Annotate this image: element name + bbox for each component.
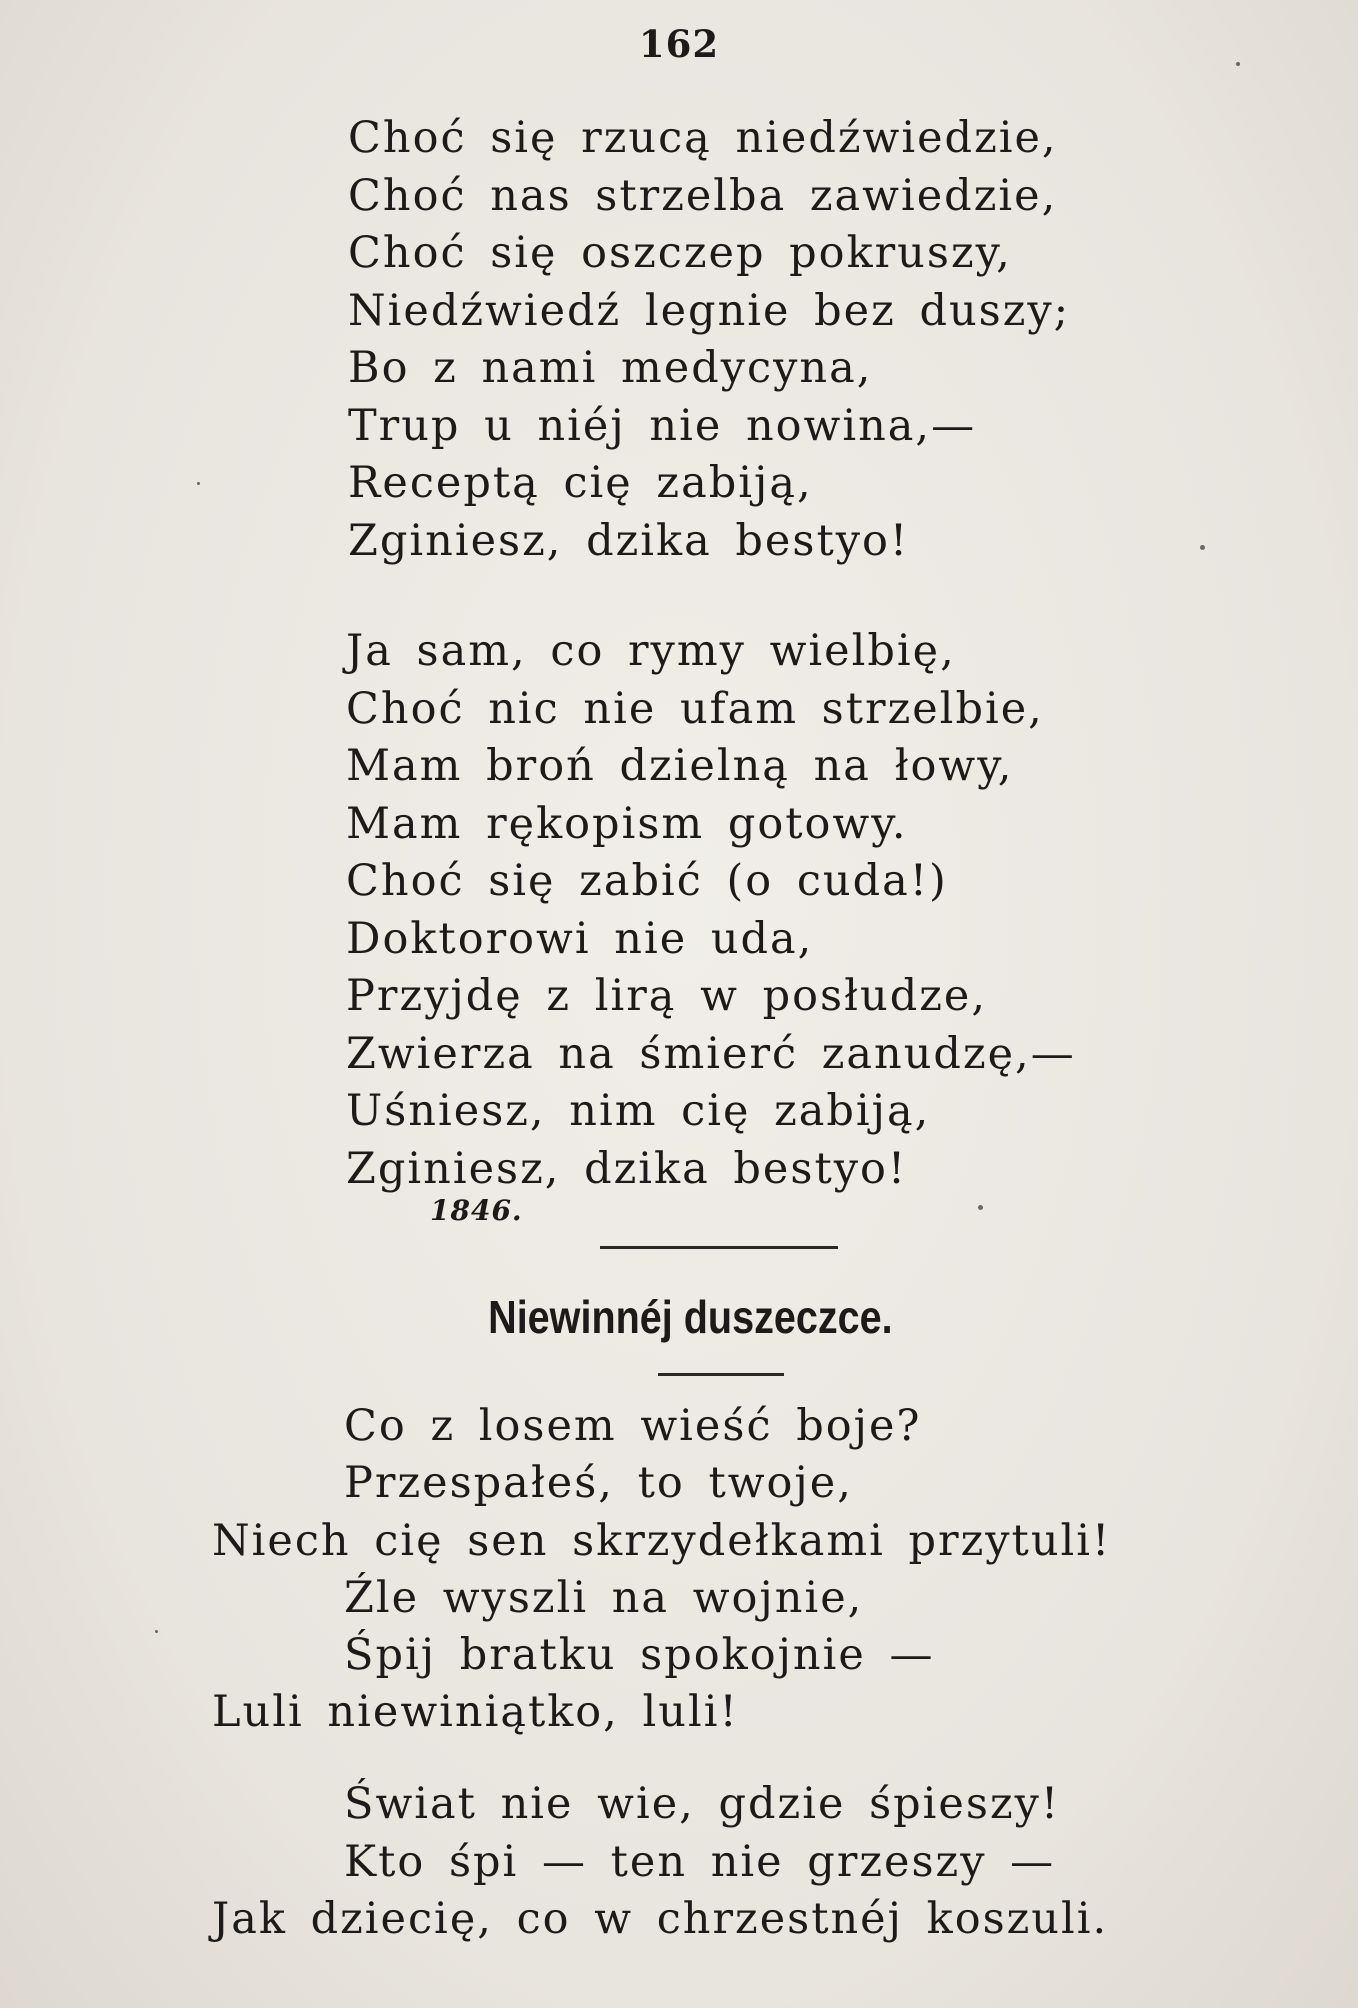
verse-line: Przyjdę z lirą w posłudze, <box>346 971 987 1021</box>
verse-line: Trup u niéj nie nowina,— <box>348 400 977 451</box>
verse-line: Przespałeś, to twoje, <box>344 1458 853 1509</box>
poem-date: 1846. <box>430 1194 523 1227</box>
verse-line: Zginiesz, dzika bestyo! <box>346 1143 908 1194</box>
verse-line: Choć się rzucą niedźwiedzie, <box>348 113 1058 163</box>
paper-speck <box>155 1630 158 1633</box>
verse-line: Kto śpi — ten nie grzeszy — <box>344 1836 1056 1887</box>
verse-line: Doktorowi nie uda, <box>346 913 814 964</box>
verse-line: Niedźwiedź legnie bez duszy; <box>348 285 1071 336</box>
verse-line: Śpij bratku spokojnie — <box>344 1630 935 1681</box>
verse-line: Mam broń dzielną na łowy, <box>346 741 1014 791</box>
section-divider <box>600 1246 838 1249</box>
verse-line: Bo z nami medycyna, <box>348 343 873 393</box>
page-number: 162 <box>638 22 720 66</box>
verse-line: Luli niewiniątko, luli! <box>212 1687 739 1738</box>
poem-stanza-1 <box>212 1398 1111 1742</box>
verse-line: Mam rękopism gotowy. <box>346 798 908 849</box>
verse-line: Źle wyszli na wojnie, <box>344 1572 864 1623</box>
verse-line: Choć się zabić (o cuda!) <box>346 856 948 906</box>
paper-speck <box>978 1205 983 1210</box>
verse-line: Świat nie wie, gdzie śpieszy! <box>344 1779 1061 1829</box>
paper-speck <box>1236 62 1240 66</box>
verse-line: Zwierza na śmierć zanudzę,— <box>346 1028 1076 1079</box>
paper-speck <box>1200 545 1205 550</box>
verse-line: Uśniesz, nim cię zabiją, <box>346 1086 931 1136</box>
verse-line: Receptą cię zabiją, <box>348 458 813 508</box>
verse-line: Zginiesz, dzika bestyo! <box>348 515 910 566</box>
verse-line: Choć się oszczep pokruszy, <box>348 228 1012 278</box>
poem-stanza-2 <box>212 1776 1108 1949</box>
title-underline <box>658 1373 784 1376</box>
stanza-2 <box>346 623 1076 1198</box>
poem-title: Niewinnéj duszeczce. <box>488 1291 893 1343</box>
verse-line: Co z losem wieść boje? <box>344 1401 922 1451</box>
verse-line: Niech cię sen skrzydełkami przytuli! <box>212 1515 1112 1566</box>
paper-speck <box>197 482 200 485</box>
verse-line: Jak dziecię, co w chrzestnéj koszuli. <box>212 1894 1109 1944</box>
verse-line: Ja sam, co rymy wielbię, <box>346 626 956 676</box>
verse-line: Choć nic nie ufam strzelbie, <box>346 683 1044 734</box>
verse-line: Choć nas strzelba zawiedzie, <box>348 170 1058 221</box>
stanza-1 <box>348 110 1070 570</box>
